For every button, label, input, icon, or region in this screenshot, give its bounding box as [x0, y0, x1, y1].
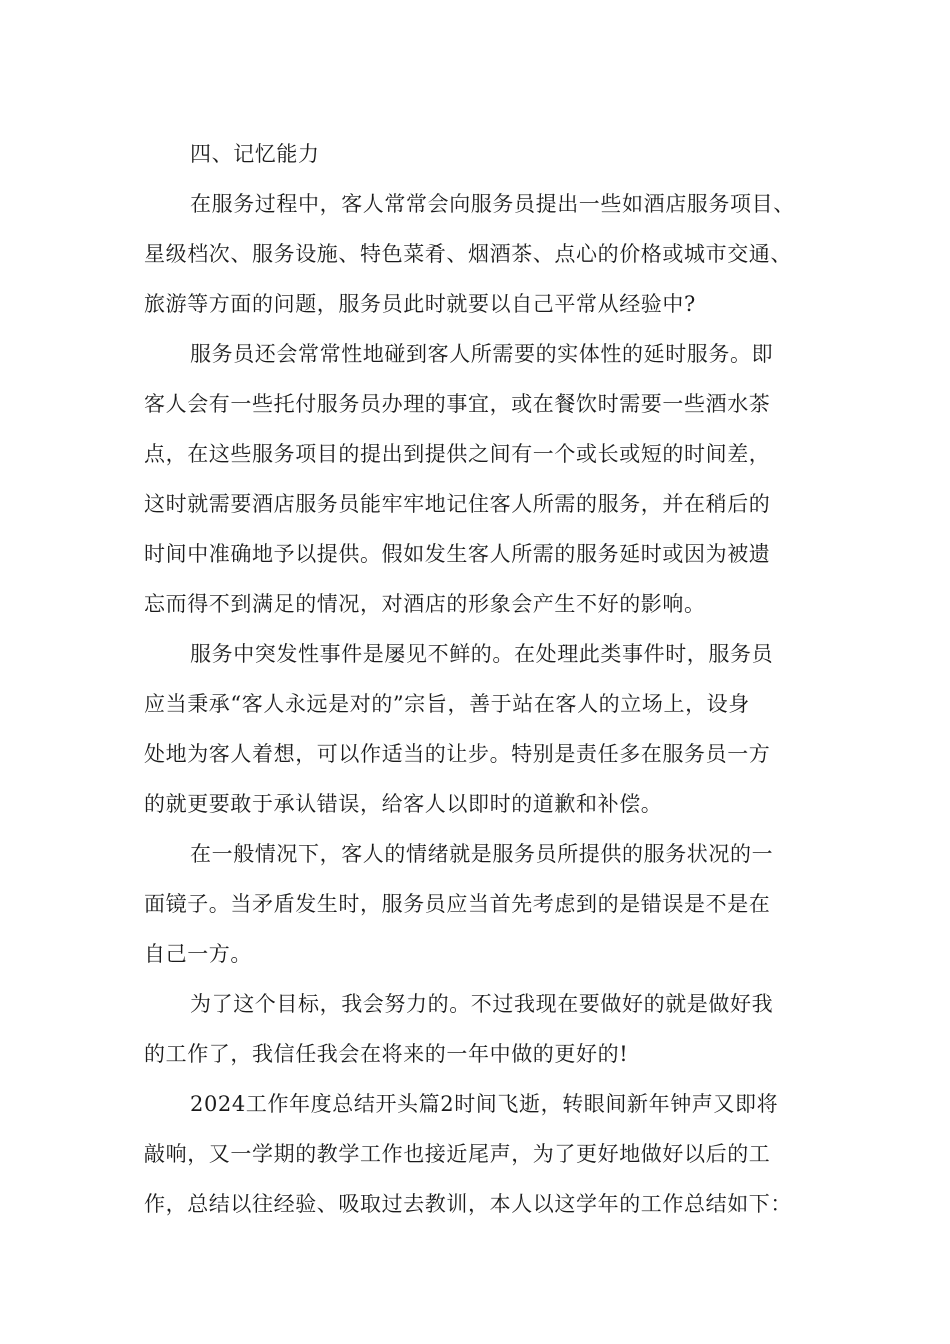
paragraph-line: 点，在这些服务项目的提出到提供之间有一个或长或短的时间差，: [144, 442, 771, 466]
paragraph-line: 时间中准确地予以提供。假如发生客人所需的服务延时或因为被遗: [144, 542, 771, 566]
paragraph-line: 2024工作年度总结开头篇2时间飞逝，转眼间新年钟声又即将: [190, 1092, 779, 1116]
section-heading: 四、记忆能力: [190, 142, 320, 166]
paragraph-line: 面镜子。当矛盾发生时，服务员应当首先考虑到的是错误是不是在: [144, 892, 771, 916]
paragraph-line: 在一般情况下，客人的情绪就是服务员所提供的服务状况的一: [190, 842, 774, 866]
paragraph-line: 为了这个目标，我会努力的。不过我现在要做好的就是做好我: [190, 992, 774, 1016]
paragraph-line: 忘而得不到满足的情况，对酒店的形象会产生不好的影响。: [144, 592, 706, 616]
paragraph-line: 服务员还会常常性地碰到客人所需要的实体性的延时服务。即: [190, 342, 774, 366]
paragraph-line: 星级档次、服务设施、特色菜肴、烟酒茶、点心的价格或城市交通、: [144, 242, 792, 266]
paragraph-line: 敲响，又一学期的教学工作也接近尾声，为了更好地做好以后的工: [144, 1142, 771, 1166]
paragraph-line: 在服务过程中，客人常常会向服务员提出一些如酒店服务项目、: [190, 192, 795, 216]
paragraph-line: 自己一方。: [144, 942, 252, 966]
paragraph-line: 处地为客人着想，可以作适当的让步。特别是责任多在服务员一方: [144, 742, 771, 766]
paragraph-line: 客人会有一些托付服务员办理的事宜，或在餐饮时需要一些酒水茶: [144, 392, 771, 416]
paragraph-line: 的工作了，我信任我会在将来的一年中做的更好的!: [144, 1042, 629, 1066]
paragraph-line: 的就更要敢于承认错误，给客人以即时的道歉和补偿。: [144, 792, 663, 816]
paragraph-line: 旅游等方面的问题，服务员此时就要以自己平常从经验中?: [144, 292, 696, 316]
paragraph-line: 应当秉承“客人永远是对的”宗旨，善于站在客人的立场上，设身: [144, 692, 750, 716]
paragraph-line: 作，总结以往经验、吸取过去教训，本人以这学年的工作总结如下：: [144, 1192, 792, 1216]
paragraph-line: 服务中突发性事件是屡见不鲜的。在处理此类事件时，服务员: [190, 642, 774, 666]
paragraph-line: 这时就需要酒店服务员能牢牢地记住客人所需的服务，并在稍后的: [144, 492, 771, 516]
